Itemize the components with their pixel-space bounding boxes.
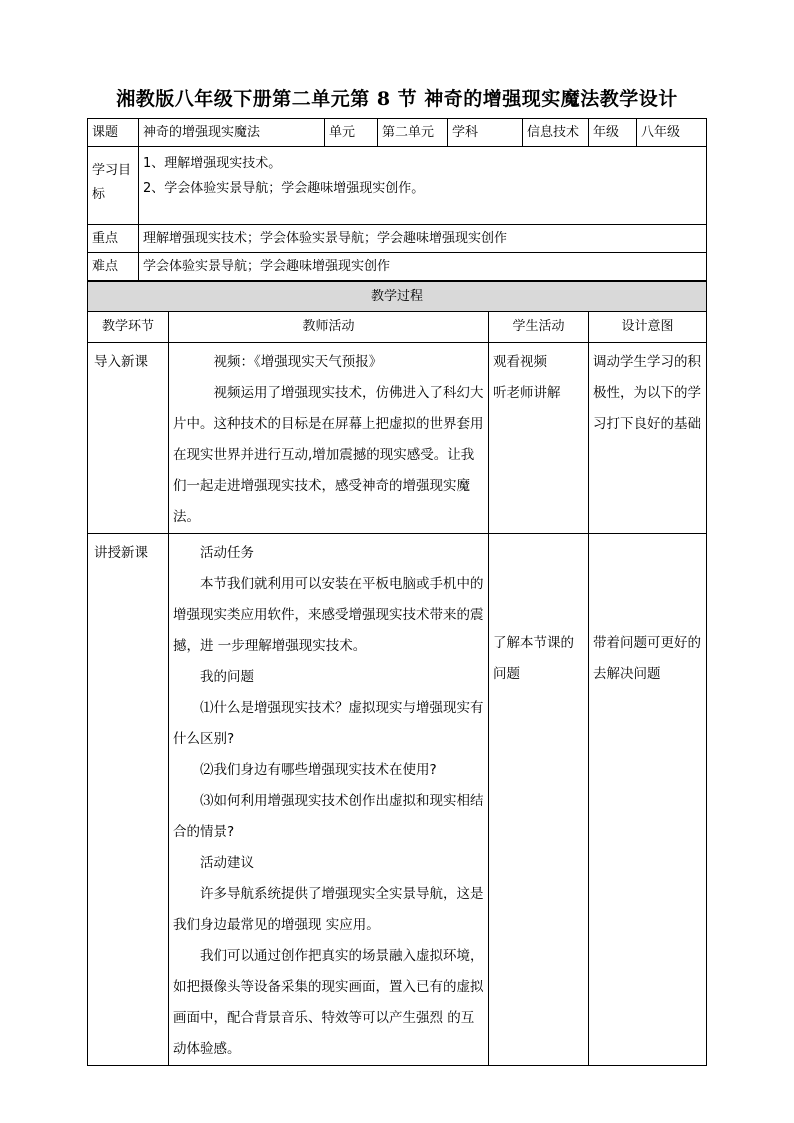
unit-label: 单元 <box>325 119 378 147</box>
key-label: 重点 <box>88 225 139 253</box>
table-row <box>88 343 707 534</box>
unit-value: 第二单元 <box>378 119 448 147</box>
process-header: 教学过程 <box>88 282 707 312</box>
stage-intro: 导入新课 <box>88 343 169 534</box>
grade-value: 八年级 <box>637 119 707 147</box>
column-header-intent: 设计意图 <box>589 312 707 343</box>
column-header-stage: 教学环节 <box>88 312 169 343</box>
subject-value: 信息技术 <box>523 119 589 147</box>
teacher-activity-lecture: 活动任务 本节我们就利用可以安装在平板电脑或手机中的增强现实类应用软件，来感受增强现实技术带来的震撼，进 一步理解增强现实技术。 我的问题 ⑴什么是增强现实技术？虚拟现实与增强现实有什么区别? ⑵我们身边有哪些增强现实技术在使用? ⑶如何利用增强现实技术创作出虚拟和现实相结合的情景? 活动建议 许多导航系统提供了增强现实全实景导航，这是我们身边最常见的增强现 实应用。 我们可以通过创作把真实的场景融入虚拟环境，如把摄像头等设备采集的现实画面，置入已有的虚拟画面中，配合背景音乐、特效等可以产生强烈 的互动体验感。 <box>169 534 489 1066</box>
objective-item: 1、理解增强现实技术。 <box>143 156 282 171</box>
design-intent-intro: 调动学生学习的积极性，为以下的学习打下良好的基础 <box>589 343 707 534</box>
subject-label: 学科 <box>448 119 523 147</box>
teacher-activity-intro: 视频：《增强现实天气预报》 视频运用了增强现实技术，仿佛进入了科幻大片中。这种技术的目标是在屏幕上把虚拟的世界套用在现实世界并进行互动,增加震撼的现实感受。让我们一起走进增强现实技术，感受神奇的增强现实魔法。 <box>169 343 489 534</box>
design-intent-lecture: 带着问题可更好的去解决问题 <box>589 534 707 1066</box>
column-header-teacher: 教师活动 <box>169 312 489 343</box>
student-activity-lecture: 了解本节课的问题 <box>489 534 589 1066</box>
stage-lecture: 讲授新课 <box>88 534 169 1066</box>
course-info-table <box>87 118 707 281</box>
difficulty-label: 难点 <box>88 253 139 281</box>
objectives-label: 学习目标 <box>88 147 139 225</box>
objectives-cell <box>139 147 707 225</box>
difficulty-value: 学会体验实景导航；学会趣味增强现实创作 <box>139 253 707 281</box>
grade-label: 年级 <box>589 119 637 147</box>
topic-label: 课题 <box>88 119 139 147</box>
table-row <box>88 534 707 1066</box>
objective-item: 2、学会体验实景导航；学会趣味增强现实创作。 <box>143 181 425 196</box>
student-activity-intro: 观看视频 听老师讲解 <box>489 343 589 534</box>
key-value: 理解增强现实技术；学会体验实景导航；学会趣味增强现实创作 <box>139 225 707 253</box>
column-header-student: 学生活动 <box>489 312 589 343</box>
document-title: 湘教版八年级下册第二单元第 8 节 神奇的增强现实魔法教学设计 <box>116 88 678 110</box>
topic-value: 神奇的增强现实魔法 <box>139 119 325 147</box>
teaching-process-table <box>87 281 707 1066</box>
